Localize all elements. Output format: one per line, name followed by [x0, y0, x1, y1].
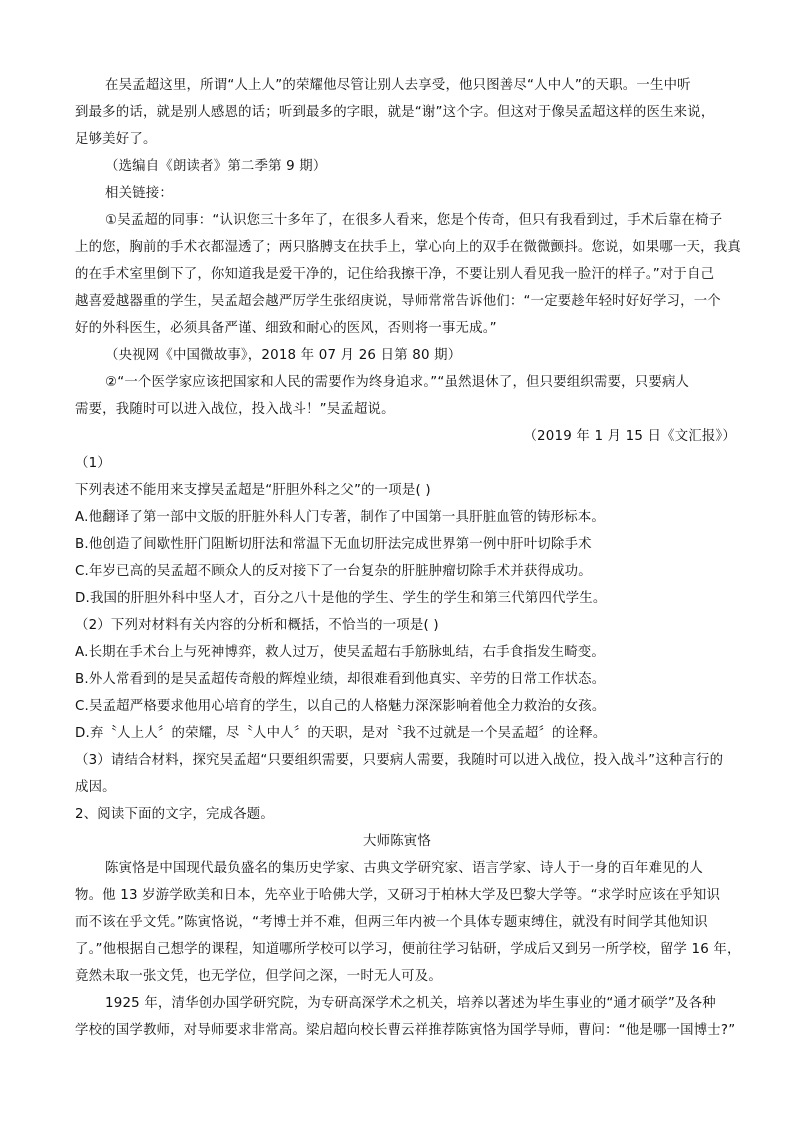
question2-option-d: D.弃〝人上人〞的荣耀，尽〝人中人〞的天职，是对〝我不过就是一个吴孟超〞的诠释。 — [75, 726, 607, 741]
link1-line: 越喜爱越器重的学生，吴孟超会越严厉学生张绍庚说，导师常常告诉他们：“一定要趁年轻时好好学习，一个 — [75, 294, 721, 309]
related-links-heading: 相关链接： — [105, 186, 173, 201]
question1-option-b: B.他创造了间歇性肝门阻断切肝法和常温下无血切肝法完成世界第一例中肝叶切除手术 — [75, 537, 592, 552]
link2-source: （2019 年 1 月 15 日《文汇报》） — [523, 429, 736, 444]
passage-paragraph-line: 足够美好了。 — [75, 132, 157, 147]
link1-line: 上的您，胸前的手术衣都湿透了；两只胳膊支在扶手上，掌心向上的双手在微微颤抖。您说，如果哪一天，我真 — [75, 240, 741, 255]
question-number: （1） — [75, 456, 111, 471]
article-paragraph-line: 学校的国学教师，对导师要求非常高。梁启超向校长曹云祥推荐陈寅恪为国学导师，曹问：“他是哪一国博士?” — [75, 1023, 736, 1038]
passage-paragraph-line: 在吴孟超这里，所谓“人上人”的荣耀他尽管让别人去享受，他只图善尽“人中人”的天职。一生中听 — [105, 78, 691, 93]
link1-line: 好的外科医生，必须具备严谨、细致和耐心的医风，否则将一事无成。” — [75, 321, 497, 336]
question3-line: 成因。 — [75, 780, 116, 795]
passage-paragraph-line: 到最多的话，就是别人感恩的话；听到最多的字眼，就是“谢”这个字。但这对于像吴孟超这样的医生来说， — [75, 105, 715, 120]
article-paragraph-line: 陈寅恪是中国现代最负盛名的集历史学家、古典文学研究家、语言学家、诗人于一身的百年难见的人 — [105, 861, 703, 876]
question3-line: （3）请结合材料，探究吴孟超“只要组织需要，只要病人需要，我随时可以进入战位，投入战斗”这种言行的 — [75, 753, 724, 768]
question1-option-c: C.年岁已高的吴孟超不顾众人的反对接下了一台复杂的肝脏肿瘤切除手术并获得成功。 — [75, 564, 592, 579]
link2-line: ②“一个医学家应该把国家和人民的需要作为终身追求。”“虽然退休了，但只要组织需要，只要病人 — [105, 375, 690, 390]
question2-option-c: C.吴孟超严格要求他用心培育的学生，以自己的人格魅力深深影响着他全力救治的女孩。 — [75, 699, 606, 714]
question1-option-d: D.我国的肝胆外科中坚人才，百分之八十是他的学生、学生的学生和第三代第四代学生。 — [75, 591, 607, 606]
question2-stem: （2）下列对材料有关内容的分析和概括，不恰当的一项是( ) — [75, 618, 439, 633]
link2-line: 需要，我随时可以进入战位，投入战斗！”吴孟超说。 — [75, 402, 395, 417]
article-title: 大师陈寅恪 — [363, 834, 431, 849]
link1-line: ①吴孟超的同事：“认识您三十多年了，在很多人看来，您是个传奇，但只有我看到过，手术后靠在椅子 — [105, 213, 723, 228]
question1-stem: 下列表述不能用来支撑吴孟超是“肝胆外科之父”的一项是( ) — [75, 483, 431, 498]
article-paragraph-line: 了。”他根据自己想学的课程，知道哪所学校可以学习，便前往学习钻研，学成后又到另一所学校，留学 16 年， — [75, 942, 741, 957]
passage-source: （选编自《朗读者》第二季第 9 期） — [105, 159, 327, 174]
link1-line: 的在手术室里倒下了，你知道我是爱干净的，记住给我擦干净，不要让别人看见我一脸汗的样子。”对于自己 — [75, 267, 715, 282]
question2-option-b: B.外人常看到的是吴孟超传奇般的辉煌业绩，却很难看到他真实、辛劳的日常工作状态。 — [75, 672, 606, 687]
question1-option-a: A.他翻译了第一部中文版的肝脏外科人门专著，制作了中国第一具肝脏血管的铸形标本。 — [75, 510, 606, 525]
question2-option-a: A.长期在手术台上与死神博弈，救人过万，使吴孟超右手筋脉虬结，右手食指发生畸变。 — [75, 645, 606, 660]
link1-source: （央视网《中国微故事》，2018 年 07 月 26 日第 80 期） — [105, 348, 462, 363]
article-paragraph-line: 而不该在乎文凭。”陈寅恪说，“考博士并不难，但两三年内被一个具体专题束缚住，就没有时间学其他知识 — [75, 915, 708, 930]
section2-instruction: 2、阅读下面的文字，完成各题。 — [75, 807, 274, 822]
article-paragraph-line: 物。他 13 岁游学欧美和日本，先卒业于哈佛大学，又研习于柏林大学及巴黎大学等。“求学时应该在乎知识 — [75, 888, 721, 903]
article-paragraph-line: 竟然未取一张文凭，也无学位，但学问之深，一时无人可及。 — [75, 969, 442, 984]
article-paragraph-line: 1925 年，清华创办国学研究院，为专研高深学术之机关，培养以著述为毕生事业的“通才硕学”及各种 — [105, 996, 716, 1011]
